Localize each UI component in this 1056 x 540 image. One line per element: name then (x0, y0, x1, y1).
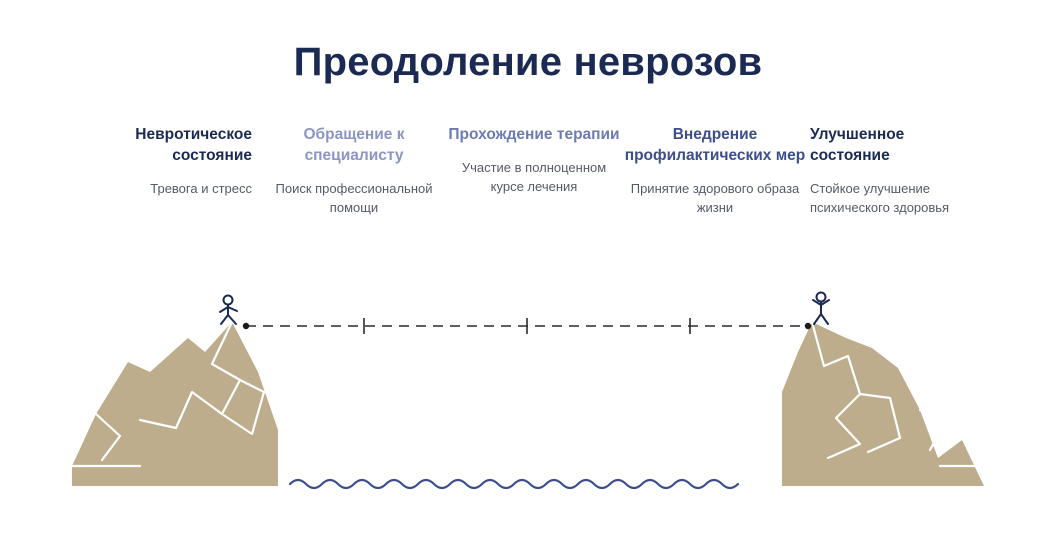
step-subtext: Участие в полноценном курсе лечения (461, 159, 607, 195)
dashed-tightrope-path (243, 318, 811, 334)
standing-person-figure (813, 293, 829, 325)
step-item-vnedrenie-profilakticheskih-mer (620, 125, 810, 218)
right-cliff (782, 322, 984, 486)
step-item-prohozhdenie-terapii (444, 125, 624, 197)
walking-person-figure (220, 296, 237, 325)
step-item-neuroticheskoe-sostoyanie (72, 125, 252, 198)
page-title: Преодоление неврозов (293, 40, 763, 84)
wavy-water-line (290, 480, 738, 488)
step-subtext: Тревога и стресс (150, 180, 252, 196)
step-subtext: Поиск профессиональной помощи (275, 180, 433, 216)
step-subtext: Стойкое улучшение психического здоровья (810, 180, 950, 216)
step-heading: Внедрение профилактических мер (624, 126, 806, 164)
step-heading: Невротическое состояние (135, 126, 252, 164)
step-item-obrashchenie-k-specialistu (264, 125, 444, 218)
step-heading: Обращение к специалисту (303, 126, 405, 164)
left-cliff (72, 322, 278, 486)
step-subtext: Принятие здорового образа жизни (630, 180, 800, 216)
step-item-uluchshennoe-sostoyanie (810, 125, 985, 218)
steps-row (0, 125, 1056, 285)
step-heading: Улучшенное состояние (810, 126, 905, 164)
step-heading: Прохождение терапии (448, 126, 620, 143)
